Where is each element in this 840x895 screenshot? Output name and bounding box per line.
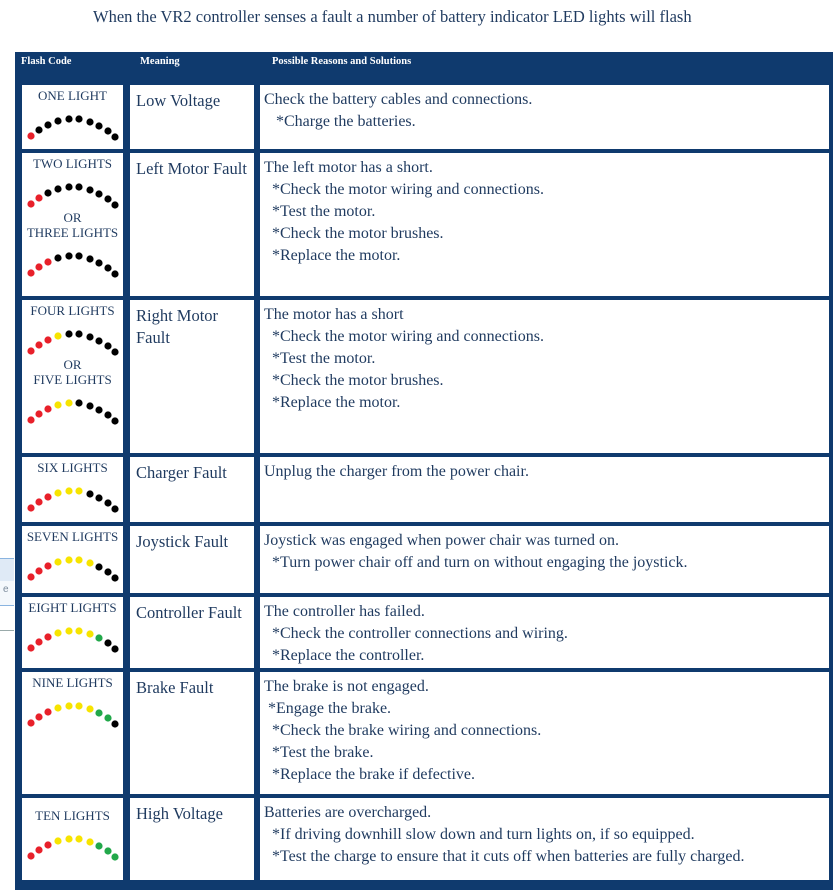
led-lit xyxy=(65,835,72,842)
led-lit xyxy=(54,837,61,844)
led-lit xyxy=(44,405,51,412)
led-indicator-arc xyxy=(23,545,123,585)
reasons-cell xyxy=(260,300,829,453)
flash-code-cell xyxy=(22,300,123,453)
flash-code xyxy=(22,529,123,585)
led-lit xyxy=(104,714,111,721)
led-lit xyxy=(44,633,51,640)
meaning-cell xyxy=(130,300,254,453)
flash-code xyxy=(22,88,123,144)
led-lit xyxy=(44,841,51,848)
flash-code-label: FOUR LIGHTS xyxy=(30,303,115,318)
led-off xyxy=(104,127,111,134)
partial-window-fragment xyxy=(0,558,14,606)
led-off xyxy=(95,406,102,413)
led-off xyxy=(111,574,118,581)
led-lit xyxy=(35,263,42,270)
led-off xyxy=(54,185,61,192)
flash-code xyxy=(22,372,123,428)
led-lit xyxy=(27,416,34,423)
flash-code-label: EIGHT LIGHTS xyxy=(28,600,117,615)
led-lit xyxy=(27,132,34,139)
flash-code xyxy=(22,156,123,212)
flash-code-cell xyxy=(22,85,123,149)
solution-step: *Check the motor brushes. xyxy=(264,225,444,242)
led-lit xyxy=(27,504,34,511)
led-off xyxy=(111,417,118,424)
fault-code-table xyxy=(15,52,833,890)
reasons-cell xyxy=(260,597,829,668)
reasons-list xyxy=(260,457,829,483)
led-off xyxy=(95,122,102,129)
header-flash-code: Flash Code xyxy=(21,56,72,67)
led-lit xyxy=(54,558,61,565)
flash-code-label: TEN LIGHTS xyxy=(35,808,110,823)
meaning-cell xyxy=(130,85,254,149)
led-off xyxy=(104,568,111,575)
led-lit xyxy=(35,638,42,645)
flash-code-cell xyxy=(22,526,123,593)
reasons-cell xyxy=(260,153,829,296)
led-lit xyxy=(35,498,42,505)
led-indicator-arc xyxy=(23,172,123,212)
flash-code-cell xyxy=(22,597,123,668)
reason-summary: The brake is not engaged. xyxy=(264,678,429,695)
reasons-cell xyxy=(260,798,829,880)
flash-code-cell xyxy=(22,457,123,522)
led-indicator-arc xyxy=(23,616,123,656)
solution-step: *Charge the batteries. xyxy=(264,113,416,130)
led-lit xyxy=(35,846,42,853)
solution-step: *Test the brake. xyxy=(264,744,374,761)
flash-code xyxy=(22,600,123,656)
meaning-text: Brake Fault xyxy=(136,678,214,697)
led-off xyxy=(86,490,93,497)
or-separator: OR xyxy=(63,357,82,372)
led-lit xyxy=(65,399,72,406)
meaning-text: Joystick Fault xyxy=(136,532,229,551)
meaning-text: High Voltage xyxy=(136,804,223,823)
led-lit xyxy=(75,835,82,842)
meaning-cell xyxy=(130,672,254,794)
solution-step: *Test the motor. xyxy=(264,350,376,367)
led-lit xyxy=(44,493,51,500)
solution-step: *Check the controller connections and wiring. xyxy=(264,625,568,642)
led-lit xyxy=(35,194,42,201)
led-off xyxy=(65,330,72,337)
meaning-text: Right Motor Fault xyxy=(136,306,219,347)
flash-code-label: SEVEN LIGHTS xyxy=(26,529,119,544)
led-lit xyxy=(75,556,82,563)
solution-step: *Check the motor wiring and connections. xyxy=(264,328,544,345)
led-off xyxy=(104,499,111,506)
header-meaning: Meaning xyxy=(140,56,180,67)
led-lit xyxy=(54,704,61,711)
led-off xyxy=(65,252,72,259)
fragment-divider xyxy=(0,630,14,631)
led-lit xyxy=(35,341,42,348)
fragment-bar xyxy=(0,559,14,581)
led-off xyxy=(65,183,72,190)
led-lit xyxy=(35,410,42,417)
led-off xyxy=(111,720,118,727)
led-lit xyxy=(104,847,111,854)
led-off xyxy=(104,342,111,349)
led-lit xyxy=(27,719,34,726)
led-indicator-arc xyxy=(23,241,123,281)
led-off xyxy=(75,252,82,259)
flash-code-label: TWO LIGHTS xyxy=(32,156,113,171)
reasons-cell xyxy=(260,85,829,149)
solution-step: *Turn power chair off and turn on without engaging the joystick. xyxy=(264,554,688,571)
reason-summary: The motor has a short xyxy=(264,306,404,323)
reasons-list xyxy=(260,300,829,414)
led-indicator-arc xyxy=(23,824,123,864)
led-lit xyxy=(35,713,42,720)
led-off xyxy=(35,126,42,133)
reason-summary: Check the battery cables and connections. xyxy=(264,91,533,108)
solution-step: *Check the motor brushes. xyxy=(264,372,444,389)
solution-step: *Check the motor wiring and connections. xyxy=(264,181,544,198)
led-off xyxy=(95,337,102,344)
led-off xyxy=(86,186,93,193)
solution-step: *Test the motor. xyxy=(264,203,376,220)
led-off xyxy=(104,411,111,418)
led-lit xyxy=(54,629,61,636)
solution-step: *If driving downhill slow down and turn lights on, if so equipped. xyxy=(264,826,695,843)
intro-text: When the VR2 controller senses a fault a number of battery indicator LED lights will flash xyxy=(93,7,692,26)
flash-code-cell xyxy=(22,672,123,794)
led-lit xyxy=(86,630,93,637)
flash-code-label: THREE LIGHTS xyxy=(26,225,119,240)
led-lit xyxy=(86,559,93,566)
led-lit xyxy=(86,838,93,845)
led-off xyxy=(44,121,51,128)
reasons-cell xyxy=(260,672,829,794)
led-lit xyxy=(65,627,72,634)
header-reasons: Possible Reasons and Solutions xyxy=(272,56,412,67)
meaning-cell xyxy=(130,798,254,880)
fragment-text: e xyxy=(3,584,9,595)
solution-step: *Replace the motor. xyxy=(264,247,401,264)
led-off xyxy=(54,254,61,261)
led-lit xyxy=(44,336,51,343)
reason-summary: Unplug the charger from the power chair. xyxy=(264,463,529,480)
led-off xyxy=(86,118,93,125)
led-off xyxy=(75,115,82,122)
led-indicator-arc xyxy=(23,104,123,144)
led-lit xyxy=(35,567,42,574)
meaning-text: Controller Fault xyxy=(136,603,242,622)
led-indicator-arc xyxy=(23,476,123,516)
led-off xyxy=(75,183,82,190)
flash-code-cell xyxy=(22,153,123,296)
led-lit xyxy=(75,702,82,709)
meaning-text: Left Motor Fault xyxy=(136,159,247,178)
flash-code-label: NINE LIGHTS xyxy=(32,675,113,690)
led-off xyxy=(75,330,82,337)
led-lit xyxy=(95,842,102,849)
led-off xyxy=(104,264,111,271)
meaning-text: Charger Fault xyxy=(136,463,227,482)
reasons-list xyxy=(260,798,829,868)
flash-code-cell xyxy=(22,798,123,880)
led-lit xyxy=(65,556,72,563)
solution-step: *Check the brake wiring and connections. xyxy=(264,722,542,739)
led-off xyxy=(95,190,102,197)
led-off xyxy=(86,333,93,340)
led-lit xyxy=(54,489,61,496)
led-off xyxy=(104,639,111,646)
led-off xyxy=(111,201,118,208)
flash-code xyxy=(22,303,123,359)
led-off xyxy=(86,255,93,262)
meaning-cell xyxy=(130,457,254,522)
led-off xyxy=(95,494,102,501)
led-off xyxy=(54,117,61,124)
reasons-cell xyxy=(260,457,829,522)
led-off xyxy=(104,195,111,202)
led-lit xyxy=(95,634,102,641)
led-off xyxy=(65,115,72,122)
or-separator: OR xyxy=(63,210,82,225)
solution-step: *Replace the brake if defective. xyxy=(264,766,475,783)
led-lit xyxy=(54,401,61,408)
reason-summary: Batteries are overcharged. xyxy=(264,804,432,821)
led-off xyxy=(75,399,82,406)
led-off xyxy=(111,348,118,355)
meaning-cell xyxy=(130,597,254,668)
led-indicator-arc xyxy=(23,319,123,359)
led-lit xyxy=(111,853,118,860)
led-lit xyxy=(54,332,61,339)
led-lit xyxy=(75,487,82,494)
led-lit xyxy=(86,705,93,712)
led-off xyxy=(111,505,118,512)
solution-step: *Test the charge to ensure that it cuts off when batteries are fully charged. xyxy=(264,848,745,865)
flash-code-label: SIX LIGHTS xyxy=(37,460,108,475)
led-off xyxy=(86,402,93,409)
flash-code xyxy=(22,225,123,281)
meaning-text: Low Voltage xyxy=(136,91,221,110)
reasons-cell xyxy=(260,526,829,593)
led-lit xyxy=(75,627,82,634)
flash-code xyxy=(22,808,123,864)
led-lit xyxy=(95,709,102,716)
flash-code xyxy=(22,460,123,516)
flash-code-label: FIVE LIGHTS xyxy=(33,372,112,387)
led-lit xyxy=(44,562,51,569)
led-lit xyxy=(27,852,34,859)
led-lit xyxy=(65,702,72,709)
reasons-list xyxy=(260,672,829,786)
reasons-list xyxy=(260,85,829,133)
meaning-cell xyxy=(130,153,254,296)
led-lit xyxy=(27,644,34,651)
solution-step: *Engage the brake. xyxy=(264,700,392,717)
solution-step: *Replace the controller. xyxy=(264,647,425,664)
led-off xyxy=(44,189,51,196)
led-lit xyxy=(65,487,72,494)
reason-summary: Joystick was engaged when power chair was turned on. xyxy=(264,532,620,549)
led-lit xyxy=(44,258,51,265)
led-indicator-arc xyxy=(23,691,123,731)
flash-code-label: ONE LIGHT xyxy=(38,88,107,103)
led-off xyxy=(111,133,118,140)
led-lit xyxy=(27,269,34,276)
reason-summary: The left motor has a short. xyxy=(264,159,433,176)
solution-step: *Replace the motor. xyxy=(264,394,401,411)
led-indicator-arc xyxy=(23,388,123,428)
reasons-list xyxy=(260,597,829,667)
led-lit xyxy=(27,347,34,354)
led-off xyxy=(111,270,118,277)
led-lit xyxy=(44,708,51,715)
led-lit xyxy=(27,200,34,207)
meaning-cell xyxy=(130,526,254,593)
led-off xyxy=(95,259,102,266)
led-lit xyxy=(27,573,34,580)
table-header xyxy=(15,52,833,84)
reasons-list xyxy=(260,153,829,267)
reasons-list xyxy=(260,526,829,574)
led-off xyxy=(95,563,102,570)
led-off xyxy=(111,645,118,652)
flash-code xyxy=(22,675,123,731)
reason-summary: The controller has failed. xyxy=(264,603,425,620)
